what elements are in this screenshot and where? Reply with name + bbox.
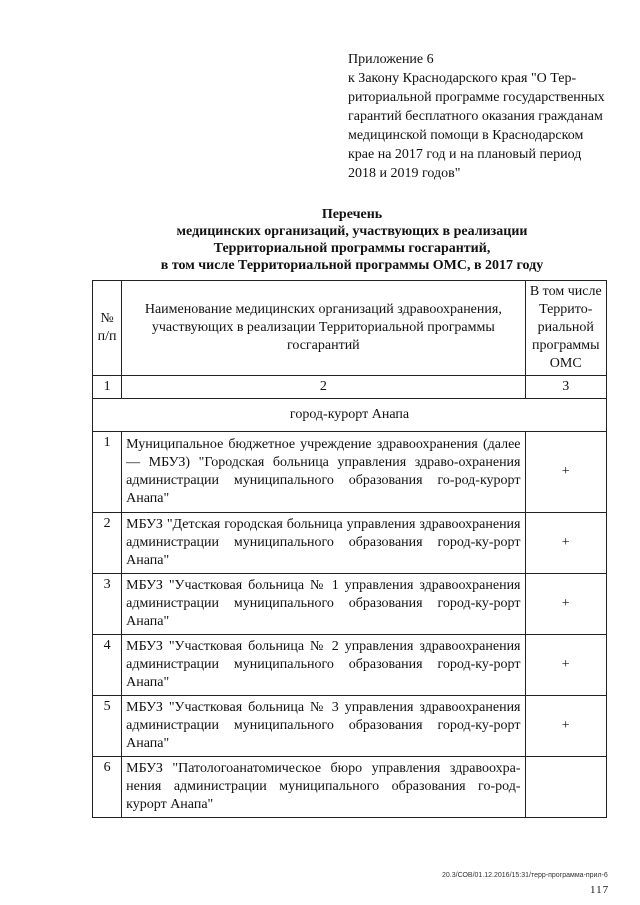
row-oms-mark: + bbox=[525, 432, 607, 513]
heading-line: Перечень bbox=[321, 207, 383, 222]
row-name: МБУЗ "Участковая больница № 1 управления здравоохранения администрации муниципального образования город-ку-рорт Анапа" bbox=[122, 574, 525, 635]
annex-line: медицинской помощи в Краснодарском bbox=[348, 128, 584, 143]
column-number-row bbox=[93, 376, 607, 399]
section-row bbox=[93, 399, 607, 432]
row-name: МБУЗ "Детская городская больница управления здравоохранения администрации муниципального образования город-ку-рорт Анапа" bbox=[122, 513, 525, 574]
header-number: № п/п bbox=[93, 281, 122, 376]
table-row bbox=[93, 635, 607, 696]
row-oms-mark: + bbox=[525, 574, 607, 635]
section-title: город-курорт Анапа bbox=[93, 399, 607, 432]
row-oms-mark: + bbox=[525, 513, 607, 574]
table-header-row bbox=[93, 281, 607, 376]
row-name: МБУЗ "Патологоанатомическое бюро управления здравоохра-нения администрации муниципального образования го-род-курорт Анапа" bbox=[122, 757, 525, 818]
annex-title: Приложение 6 bbox=[348, 52, 434, 67]
heading-line: в том числе Территориальной программы ОМС, в 2017 году bbox=[160, 258, 544, 273]
column-number: 2 bbox=[122, 376, 525, 399]
annex-line: крае на 2017 год и на плановый период bbox=[348, 147, 582, 162]
row-oms-mark: + bbox=[525, 696, 607, 757]
row-name: МБУЗ "Участковая больница № 3 управления здравоохранения администрации муниципального образования город-ку-рорт Анапа" bbox=[122, 696, 525, 757]
table-row bbox=[93, 696, 607, 757]
row-number: 5 bbox=[93, 696, 122, 757]
table-row bbox=[93, 574, 607, 635]
row-oms-mark: + bbox=[525, 635, 607, 696]
annex-line: гарантий бесплатного оказания гражданам bbox=[348, 109, 603, 124]
row-name: МБУЗ "Участковая больница № 2 управления здравоохранения администрации муниципального образования город-ку-рорт Анапа" bbox=[122, 635, 525, 696]
row-number: 1 bbox=[93, 432, 122, 513]
column-number: 1 bbox=[93, 376, 122, 399]
row-number: 4 bbox=[93, 635, 122, 696]
document-code: 20.3/СОВ/01.12.2016/15:31/терр-программа-прил-6 bbox=[442, 872, 608, 879]
annex-block bbox=[348, 50, 618, 183]
table-row bbox=[93, 513, 607, 574]
heading-line: медицинских организаций, участвующих в реализации bbox=[176, 224, 528, 239]
annex-line: 2018 и 2019 годов" bbox=[348, 166, 461, 181]
header-oms: В том числе Террито-риальной программы ОМС bbox=[525, 281, 607, 376]
table-row bbox=[93, 432, 607, 513]
row-number: 3 bbox=[93, 574, 122, 635]
annex-line: к Закону Краснодарского края "О Тер- bbox=[348, 71, 577, 86]
column-number: 3 bbox=[525, 376, 607, 399]
row-number: 2 bbox=[93, 513, 122, 574]
row-number: 6 bbox=[93, 757, 122, 818]
document-heading bbox=[92, 206, 612, 274]
row-name: Муниципальное бюджетное учреждение здравоохранения (далее — МБУЗ) "Городская больница управления здраво-охранения администрации муниципального образования го-род-курорт Анапа" bbox=[122, 432, 525, 513]
annex-line: риториальной программе государственных bbox=[348, 90, 605, 105]
header-name: Наименование медицинских организаций здравоохранения, участвующих в реализации Территориальной программы госгарантий bbox=[122, 281, 525, 376]
row-oms-mark bbox=[525, 757, 607, 818]
heading-line: Территориальной программы госгарантий, bbox=[213, 241, 491, 256]
page-number: 117 bbox=[590, 884, 610, 896]
organizations-table bbox=[92, 280, 607, 818]
table-row bbox=[93, 757, 607, 818]
